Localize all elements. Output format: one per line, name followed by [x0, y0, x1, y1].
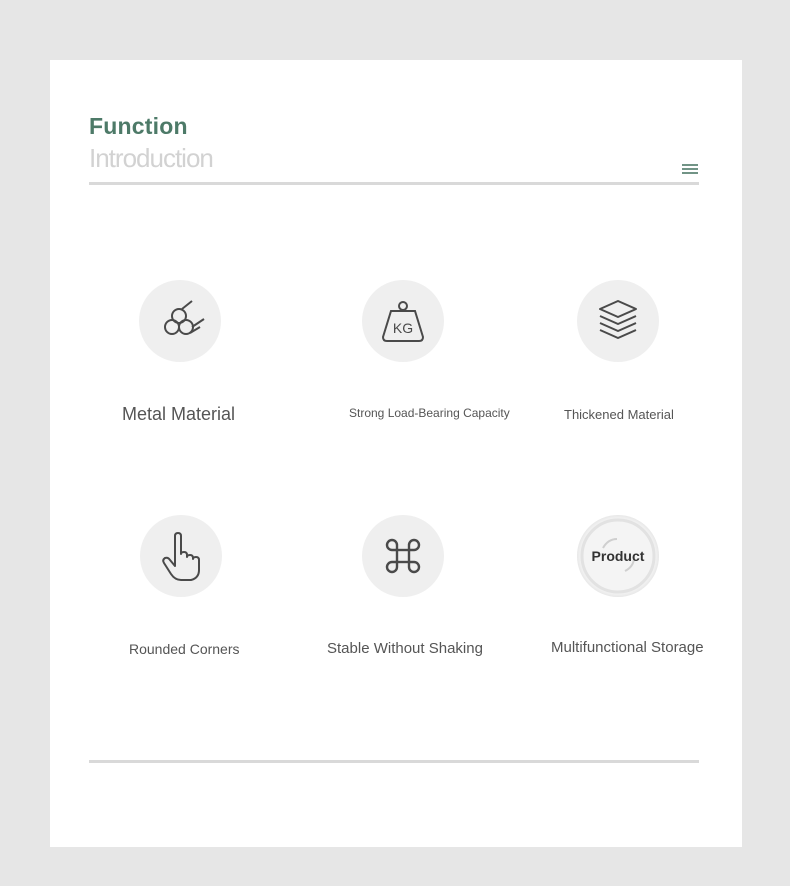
- feature-label-rounded-corners: Rounded Corners: [129, 641, 240, 657]
- pointing-hand-icon: [153, 528, 209, 584]
- feature-icon-circle: [362, 280, 444, 362]
- feature-label-stable: Stable Without Shaking: [327, 640, 483, 657]
- kg-weight-icon: [375, 293, 431, 349]
- feature-label-multifunctional-storage: Multifunctional Storage: [551, 639, 704, 656]
- feature-label-load-bearing: Strong Load-Bearing Capacity: [349, 406, 510, 420]
- section-title: Function: [89, 113, 188, 139]
- feature-icon-circle: [362, 515, 444, 597]
- feature-icon-circle: [577, 280, 659, 362]
- layers-icon: [590, 293, 646, 349]
- header-divider: [89, 182, 699, 185]
- content-card: [50, 60, 742, 847]
- command-icon: [375, 528, 431, 584]
- feature-icon-circle: [140, 515, 222, 597]
- footer-divider: [89, 760, 699, 763]
- menu-icon[interactable]: [681, 162, 699, 176]
- product-image: [577, 515, 659, 597]
- feature-icon-circle: [139, 280, 221, 362]
- product-image-label: Product: [591, 548, 645, 564]
- pipes-icon: [150, 291, 210, 351]
- feature-label-metal-material: Metal Material: [122, 404, 236, 424]
- section-subtitle: Introduction: [89, 143, 213, 173]
- svg-text:KG: KG: [392, 320, 414, 336]
- feature-label-thickened-material: Thickened Material: [564, 407, 674, 422]
